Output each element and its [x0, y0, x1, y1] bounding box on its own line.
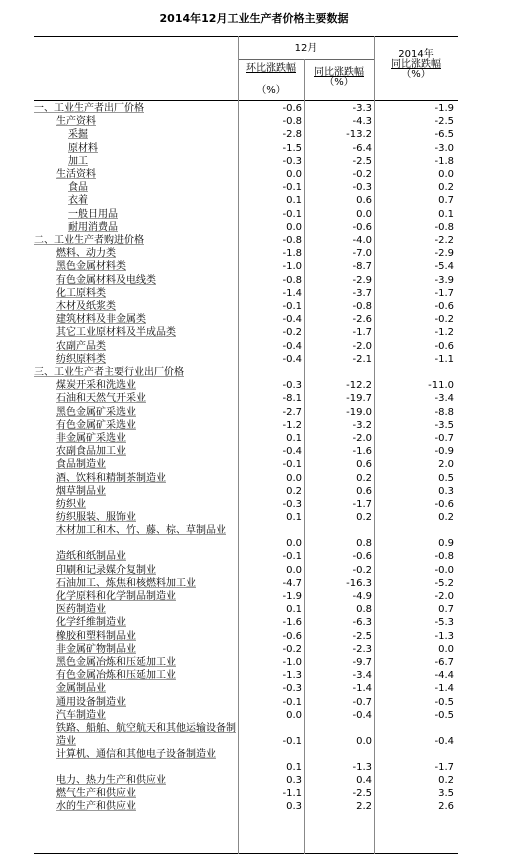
row-label: 印刷和记录媒介复制业: [56, 564, 156, 576]
yoy-value: 0.8: [356, 604, 372, 616]
mom-value: -2.8: [282, 129, 302, 141]
ytd-value: -0.8: [434, 221, 454, 233]
ytd-value: -3.0: [434, 142, 454, 154]
table-row: [34, 696, 458, 709]
mom-value: -1.1: [282, 788, 302, 800]
ytd-value: -5.3: [434, 617, 454, 629]
table-row: [34, 709, 458, 722]
mom-value: -0.1: [282, 736, 302, 747]
yoy-value: -0.2: [352, 564, 372, 576]
ytd-value: -1.7: [434, 762, 454, 773]
yoy-value: -0.4: [352, 709, 372, 721]
yoy-value: -2.3: [352, 643, 372, 655]
yoy-value: 0.0: [356, 208, 372, 220]
table-row: [34, 419, 458, 432]
mom-value: -0.1: [282, 459, 302, 471]
mom-value: 0.3: [286, 775, 302, 786]
table-row: [34, 511, 458, 524]
mom-value: 0.0: [286, 538, 302, 550]
mom-value: 0.1: [286, 433, 302, 444]
ytd-value: 0.2: [438, 182, 454, 194]
table-row: [34, 656, 458, 669]
row-label: 二、工业生产者购进价格: [34, 235, 144, 246]
mom-value: -0.6: [282, 630, 302, 642]
row-label: 纺织服装、服饰业: [56, 512, 136, 524]
yoy-value: -3.3: [352, 103, 372, 114]
ytd-value: -5.4: [434, 261, 454, 273]
mom-value: 0.1: [286, 512, 302, 524]
mom-value: -0.3: [282, 499, 302, 510]
mom-value: 0.1: [286, 604, 302, 616]
price-table: [34, 36, 458, 854]
yoy-value: -2.5: [352, 630, 372, 642]
ytd-value: -3.9: [434, 274, 454, 286]
ytd-value: 0.2: [438, 512, 454, 524]
table-row: [34, 787, 458, 800]
ytd-value: -0.2: [434, 314, 454, 326]
ytd-value: -1.7: [434, 287, 454, 299]
mom-value: -0.1: [282, 551, 302, 563]
ytd-value: -5.2: [434, 577, 454, 589]
yoy-header: 同比涨跌幅 （%）: [314, 67, 364, 88]
row-label: 烟草制品业: [56, 485, 106, 497]
ytd-value: 0.0: [438, 643, 454, 655]
ytd-value: -2.9: [434, 248, 454, 260]
table-row: [34, 128, 458, 141]
table-row: [34, 669, 458, 682]
mom-value: -0.3: [282, 683, 302, 695]
row-label: 生产资料: [56, 116, 96, 128]
mom-value: 0.3: [286, 801, 302, 813]
table-row: [34, 524, 458, 550]
ytd-value: 3.5: [438, 788, 454, 800]
ytd-value: 0.7: [438, 604, 454, 616]
row-label: 食品制造业: [56, 459, 106, 471]
yoy-value: -19.0: [346, 406, 372, 418]
yoy-value: -1.3: [352, 762, 372, 773]
yoy-value: -6.3: [352, 617, 372, 629]
yoy-value: -4.0: [352, 235, 372, 246]
mom-value: -8.1: [282, 393, 302, 405]
table-row: [34, 181, 458, 194]
ytd-value: 0.2: [438, 775, 454, 786]
yoy-value: -3.2: [352, 419, 372, 431]
yoy-value: -16.3: [346, 577, 372, 589]
mom-value: -0.6: [282, 103, 302, 114]
row-label: 煤炭开采和洗选业: [56, 380, 136, 392]
yoy-value: -2.1: [352, 353, 372, 365]
row-label: 铁路、船舶、航空航天和其他运输设备制造业: [56, 723, 236, 747]
yoy-value: -12.2: [346, 380, 372, 392]
yoy-value: -13.2: [346, 129, 372, 141]
row-label: 非金属矿物制品业: [56, 643, 136, 655]
yoy-value: 0.2: [356, 472, 372, 484]
ytd-value: -1.4: [434, 683, 454, 695]
yoy-value: -8.7: [352, 261, 372, 273]
ytd-value: -8.8: [434, 406, 454, 418]
row-label: 黑色金属冶炼和压延加工业: [56, 657, 176, 668]
ytd-value: 2.6: [438, 801, 454, 813]
yoy-value: -2.0: [352, 433, 372, 444]
mom-value: -1.9: [282, 591, 302, 602]
ytd-value: 0.3: [438, 485, 454, 497]
row-label: 造纸和纸制品业: [56, 551, 126, 563]
mom-value: -1.0: [282, 261, 302, 273]
yoy-value: -19.7: [346, 393, 372, 405]
table-row: [34, 366, 458, 379]
ytd-value: -0.4: [434, 736, 454, 747]
ytd-value: -0.8: [434, 551, 454, 563]
row-label: 食品: [68, 182, 88, 194]
row-label: 纺织业: [56, 499, 86, 510]
table-row: [34, 774, 458, 787]
row-label: 酒、饮料和精制茶制造业: [56, 472, 166, 484]
yoy-value: 0.2: [356, 512, 372, 524]
row-label: 橡胶和塑料制品业: [56, 630, 136, 642]
row-label: 通用设备制造业: [56, 696, 126, 708]
month-header-divider: [238, 59, 374, 60]
table-row: [34, 603, 458, 616]
table-row: [34, 630, 458, 643]
table-row: [34, 800, 458, 813]
header-bottom-border: [34, 100, 458, 101]
ytd-value: -0.9: [434, 446, 454, 458]
ytd-value: -3.4: [434, 393, 454, 405]
table-row: [34, 445, 458, 458]
mom-value: -0.1: [282, 301, 302, 312]
row-label: 农副食品加工业: [56, 446, 126, 458]
row-label: 化学纤维制造业: [56, 617, 126, 629]
mom-value: -0.1: [282, 696, 302, 708]
table-row: [34, 722, 458, 748]
mom-value: 0.1: [286, 195, 302, 207]
table-row: [34, 458, 458, 471]
mom-value: 0.0: [286, 709, 302, 721]
row-label: 一、工业生产者出厂价格: [34, 103, 144, 114]
row-label: 医药制造业: [56, 604, 106, 616]
ytd-value: -1.9: [434, 103, 454, 114]
yoy-value: -1.6: [352, 446, 372, 458]
yoy-value: -9.7: [352, 657, 372, 668]
table-row: [34, 168, 458, 181]
row-label: 耐用消费品: [68, 221, 118, 233]
table-row: [34, 208, 458, 221]
ytd-value: 0.7: [438, 195, 454, 207]
row-label: 石油和天然气开采业: [56, 393, 146, 405]
ytd-value: 0.5: [438, 472, 454, 484]
table-row: [34, 643, 458, 656]
yoy-value: 2.2: [356, 801, 372, 813]
table-row: [34, 406, 458, 419]
mom-value: 0.0: [286, 472, 302, 484]
ytd-value: -4.4: [434, 670, 454, 682]
mom-value: -0.4: [282, 340, 302, 352]
yoy-value: 0.4: [356, 775, 372, 786]
mom-value: -0.4: [282, 353, 302, 365]
yoy-value: -4.9: [352, 591, 372, 602]
ytd-value: -1.2: [434, 327, 454, 339]
yoy-value: 0.6: [356, 459, 372, 471]
mom-value: -0.4: [282, 314, 302, 326]
yoy-value: -1.7: [352, 499, 372, 510]
table-row: [34, 300, 458, 313]
mom-value: 0.0: [286, 221, 302, 233]
row-label: 生活资料: [56, 169, 96, 180]
ytd-header: 2014年 同比涨跌幅 （%）: [391, 49, 441, 80]
ytd-value: -0.5: [434, 709, 454, 721]
table-row: [34, 590, 458, 603]
table-row: [34, 313, 458, 326]
table-row: [34, 748, 458, 774]
ytd-value: -6.7: [434, 657, 454, 668]
ytd-value: -3.5: [434, 419, 454, 431]
row-label: 电力、热力生产和供应业: [56, 775, 166, 786]
row-label: 计算机、通信和其他电子设备制造业: [56, 749, 216, 760]
mom-value: -0.8: [282, 116, 302, 128]
table-row: [34, 577, 458, 590]
yoy-value: -3.7: [352, 287, 372, 299]
row-label: 有色金属材料及电线类: [56, 274, 156, 286]
row-label: 黑色金属材料类: [56, 261, 126, 273]
table-row: [34, 234, 458, 247]
row-label: 木材加工和木、竹、藤、棕、草制品业: [56, 525, 226, 537]
ytd-value: 0.9: [438, 538, 454, 550]
yoy-value: -6.4: [352, 142, 372, 154]
row-label: 燃气生产和供应业: [56, 788, 136, 800]
mom-value: -2.7: [282, 406, 302, 418]
row-label: 非金属矿采选业: [56, 433, 126, 444]
yoy-value: -2.0: [352, 340, 372, 352]
table-row: [34, 432, 458, 445]
mom-value: -0.2: [282, 643, 302, 655]
table-row: [34, 485, 458, 498]
mom-value: -0.1: [282, 182, 302, 194]
table-row: [34, 550, 458, 563]
mom-value: 0.1: [286, 762, 302, 773]
ytd-value: -2.0: [434, 591, 454, 602]
yoy-value: -3.4: [352, 670, 372, 682]
yoy-value: -1.7: [352, 327, 372, 339]
mom-value: -1.0: [282, 657, 302, 668]
yoy-value: -1.4: [352, 683, 372, 695]
yoy-value: 0.6: [356, 485, 372, 497]
table-row: [34, 142, 458, 155]
yoy-value: 0.8: [356, 538, 372, 550]
mom-value: -0.8: [282, 235, 302, 246]
yoy-value: -0.8: [352, 301, 372, 312]
mom-value: -0.1: [282, 208, 302, 220]
ytd-value: -0.0: [434, 564, 454, 576]
table-bottom-border: [34, 853, 458, 854]
ytd-value: -0.6: [434, 340, 454, 352]
table-row: [34, 472, 458, 485]
ytd-value: -1.3: [434, 630, 454, 642]
mom-value: -1.8: [282, 248, 302, 260]
table-row: [34, 194, 458, 207]
table-row: [34, 287, 458, 300]
ytd-value: 2.0: [438, 459, 454, 471]
mom-value: 0.2: [286, 485, 302, 497]
yoy-value: -0.2: [352, 169, 372, 180]
mom-value: -4.7: [282, 577, 302, 589]
ytd-value: -1.1: [434, 353, 454, 365]
mom-value: -1.4: [282, 287, 302, 299]
yoy-value: -0.7: [352, 696, 372, 708]
ytd-value: -0.6: [434, 499, 454, 510]
row-label: 有色金属冶炼和压延加工业: [56, 670, 176, 682]
table-row: [34, 274, 458, 287]
month-header: 12月: [294, 43, 318, 54]
row-label: 加工: [68, 155, 88, 167]
row-label: 衣着: [68, 195, 88, 207]
ytd-value: 0.1: [438, 208, 454, 220]
row-label: 农副产品类: [56, 340, 106, 352]
row-label: 金属制品业: [56, 683, 106, 695]
row-label: 一般日用品: [68, 208, 118, 220]
yoy-value: 0.0: [356, 736, 372, 747]
yoy-value: -2.5: [352, 155, 372, 167]
yoy-value: -2.6: [352, 314, 372, 326]
page-title: 2014年12月工业生产者价格主要数据: [159, 12, 349, 25]
yoy-value: -2.5: [352, 788, 372, 800]
table-row: [34, 340, 458, 353]
ytd-value: -1.8: [434, 155, 454, 167]
mom-value: -0.4: [282, 446, 302, 458]
mom-value: -0.3: [282, 155, 302, 167]
mom-value: -1.3: [282, 670, 302, 682]
row-label: 石油加工、炼焦和核燃料加工业: [56, 577, 196, 589]
mom-value: 0.0: [286, 564, 302, 576]
ytd-value: -0.5: [434, 696, 454, 708]
table-row: [34, 326, 458, 339]
mom-header: 环比涨跌幅 （%）: [246, 63, 296, 96]
row-label: 汽车制造业: [56, 709, 106, 721]
ytd-value: -0.6: [434, 301, 454, 312]
table-top-border: [34, 36, 458, 37]
row-label: 原材料: [68, 142, 98, 154]
ytd-value: -6.5: [434, 129, 454, 141]
yoy-value: -0.6: [352, 551, 372, 563]
table-row: [34, 353, 458, 366]
table-row: [34, 155, 458, 168]
table-row: [34, 682, 458, 695]
yoy-value: -0.3: [352, 182, 372, 194]
row-label: 其它工业原材料及半成品类: [56, 327, 176, 339]
table-row: [34, 379, 458, 392]
mom-value: -0.8: [282, 274, 302, 286]
row-label: 化工原料类: [56, 287, 106, 299]
table-row: [34, 392, 458, 405]
mom-value: -0.2: [282, 327, 302, 339]
table-row: [34, 564, 458, 577]
row-label: 木材及纸浆类: [56, 301, 116, 312]
yoy-value: -4.3: [352, 116, 372, 128]
ytd-value: -0.7: [434, 433, 454, 444]
ytd-value: -2.5: [434, 116, 454, 128]
row-label: 燃料、动力类: [56, 248, 116, 260]
table-row: [34, 221, 458, 234]
table-row: [34, 247, 458, 260]
mom-value: -1.6: [282, 617, 302, 629]
table-row: [34, 115, 458, 128]
yoy-value: -0.6: [352, 221, 372, 233]
ytd-value: -2.2: [434, 235, 454, 246]
yoy-value: 0.6: [356, 195, 372, 207]
table-row: [34, 260, 458, 273]
mom-value: -1.5: [282, 142, 302, 154]
row-label: 有色金属矿采选业: [56, 419, 136, 431]
row-label: 水的生产和供应业: [56, 801, 136, 813]
row-label: 黑色金属矿采选业: [56, 406, 136, 418]
ytd-value: 0.0: [438, 169, 454, 180]
mom-value: -0.3: [282, 380, 302, 392]
yoy-value: -2.9: [352, 274, 372, 286]
table-row: [34, 498, 458, 511]
row-label: 化学原料和化学制品制造业: [56, 591, 176, 602]
table-row: [34, 102, 458, 115]
table-row: [34, 616, 458, 629]
yoy-value: -7.0: [352, 248, 372, 260]
row-label: 纺织原料类: [56, 353, 106, 365]
mom-value: 0.0: [286, 169, 302, 180]
mom-value: -1.2: [282, 419, 302, 431]
ytd-value: -11.0: [428, 380, 454, 392]
row-label: 采掘: [68, 129, 88, 141]
row-label: 建筑材料及非金属类: [56, 314, 146, 326]
row-label: 三、工业生产者主要行业出厂价格: [34, 367, 184, 378]
